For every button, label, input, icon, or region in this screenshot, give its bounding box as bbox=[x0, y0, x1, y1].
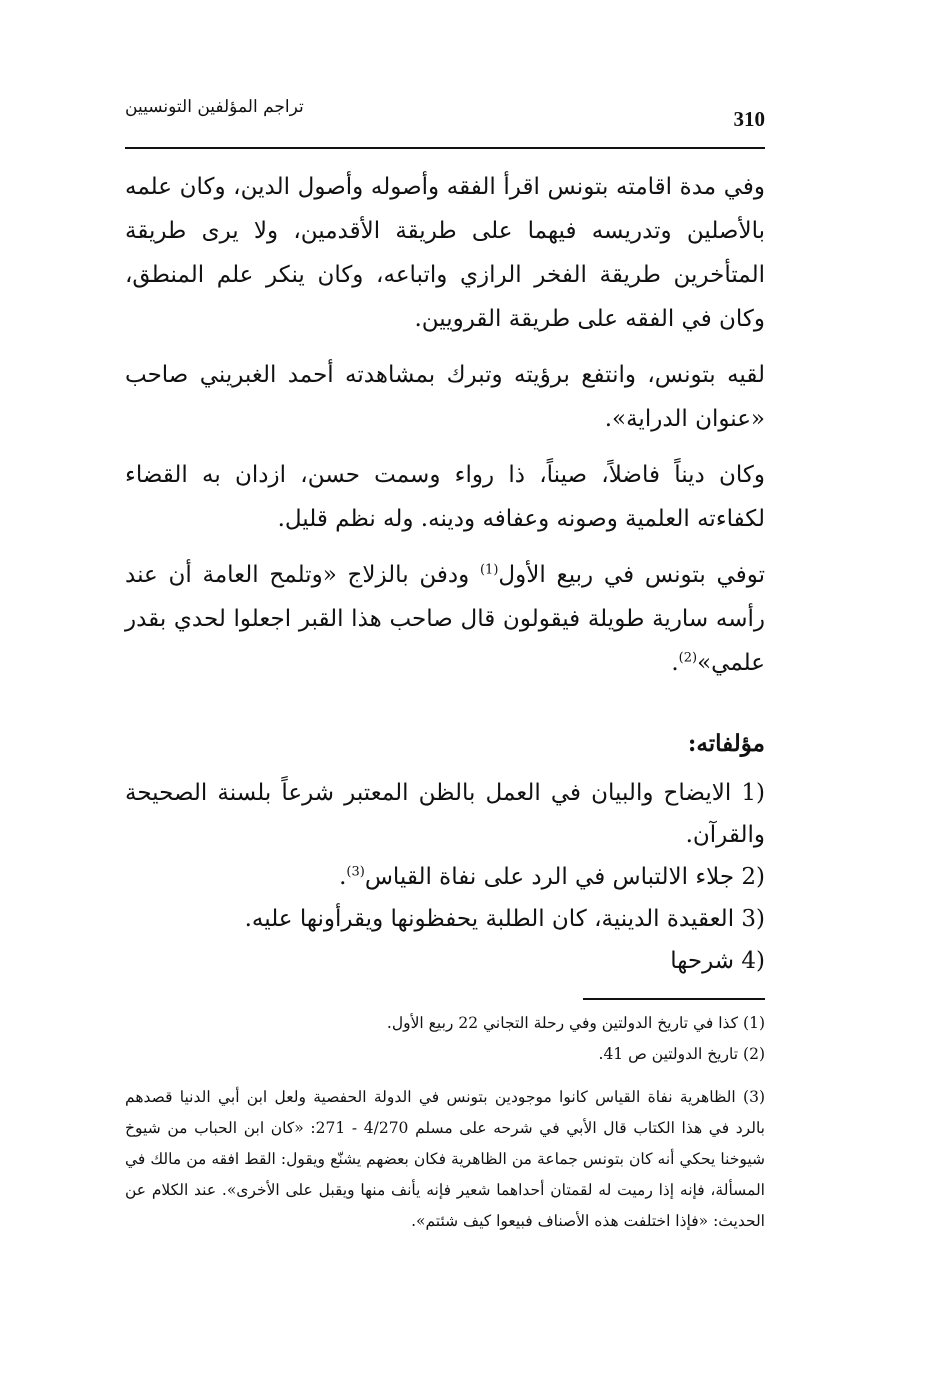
footnote-text: تاريخ الدولتين ص 41. bbox=[598, 1045, 743, 1063]
works-list-item bbox=[125, 940, 765, 982]
paragraph-3: وكان ديناً فاضلاً، صيناً، ذا رواء وسمت حسن، ازدان به القضاء لكفاءته العلمية وصونه وعفافه ودينه. وله نظم قليل. bbox=[125, 462, 765, 532]
works-list-item bbox=[125, 856, 765, 898]
footnote-number: (1) bbox=[743, 1014, 765, 1032]
paragraph-4-part-2: ودفن بالزلاج «وتلمح العامة أن عند رأسه سارية طويلة فيقولون قال صاحب هذا القبر اجعلوا لحدي بقدر علمي» bbox=[125, 562, 765, 676]
footnote-text: كذا في تاريخ الدولتين وفي رحلة التجاني 22 ربيع الأول. bbox=[386, 1014, 743, 1032]
works-list bbox=[125, 772, 765, 982]
footnote-1 bbox=[125, 1008, 765, 1039]
body-text bbox=[125, 165, 765, 697]
item-number: 1) bbox=[741, 780, 765, 806]
item-number: 3) bbox=[741, 906, 765, 932]
footnote-ref-1: (1) bbox=[479, 562, 499, 578]
header-rule bbox=[125, 147, 765, 149]
paragraph-4-part-3: . bbox=[671, 650, 679, 676]
works-list-item bbox=[125, 772, 765, 856]
item-text: الايضاح والبيان في العمل بالظن المعتبر شرعاً بلسنة الصحيحة والقرآن. bbox=[125, 780, 765, 848]
running-title: تراجم المؤلفين التونسيين bbox=[125, 97, 304, 117]
item-text: شرحها bbox=[670, 948, 742, 974]
footnote-rule bbox=[583, 998, 765, 1000]
paragraph-4 bbox=[125, 553, 765, 685]
works-list-item bbox=[125, 898, 765, 940]
footnote-number: (2) bbox=[743, 1045, 765, 1063]
footnote-number: (3) bbox=[743, 1088, 765, 1106]
item-text: العقيدة الدينية، كان الطلبة يحفظونها ويقرأونها عليه. bbox=[244, 906, 742, 932]
item-number: 4) bbox=[741, 948, 765, 974]
footnotes bbox=[125, 1008, 765, 1237]
footnote-3 bbox=[125, 1082, 765, 1237]
footnote-ref-2: (2) bbox=[678, 650, 698, 666]
footnote-text: الظاهرية نفاة القياس كانوا موجودين بتونس في الدولة الحفصية ولعل ابن أبي الدنيا قصدهم بالرد في هذا الكتاب قال الأبي في شرحه على مسلم 4/270 - 271: «كان ابن الحباب من شيوخ شيوخنا يحكي أنه كان بتونس جماعة من الظاهرية فكان بعضهم يشنّع ويقول: القط افقه من مالك في المسألة، فإنه إذا رميت له لقمتان أحداهما شعير فإنه يأنف منها ويقبل على الأخرى». عند الكلام عن الحديث: «فإذا اختلفت هذه الأصناف فبيعوا كيف شئتم». bbox=[125, 1088, 765, 1230]
paragraph-2: لقيه بتونس، وانتفع برؤيته وتبرك بمشاهدته أحمد الغبريني صاحب «عنوان الدراية». bbox=[125, 362, 765, 432]
footnote-ref-3: (3) bbox=[346, 864, 365, 880]
page-header bbox=[125, 95, 765, 140]
footnote-2 bbox=[125, 1039, 765, 1070]
paragraph-4-part-1: توفي بتونس في ربيع الأول bbox=[498, 562, 765, 588]
item-text: جلاء الالتباس في الرد على نفاة القياس bbox=[364, 864, 742, 890]
item-number: 2) bbox=[741, 864, 765, 890]
page-number: 310 bbox=[733, 107, 765, 131]
works-heading: مؤلفاته: bbox=[687, 730, 765, 757]
item-tail: . bbox=[339, 864, 347, 890]
paragraph-1: وفي مدة اقامته بتونس اقرأ الفقه وأصوله وأصول الدين، وكان علمه بالأصلين وتدريسه فيهما على طريقة الأقدمين، ولا يرى طريقة المتأخرين طريقة الفخر الرازي واتباعه، وكان ينكر علم المنطق، وكان في الفقه على طريقة القرويين. bbox=[125, 174, 765, 332]
